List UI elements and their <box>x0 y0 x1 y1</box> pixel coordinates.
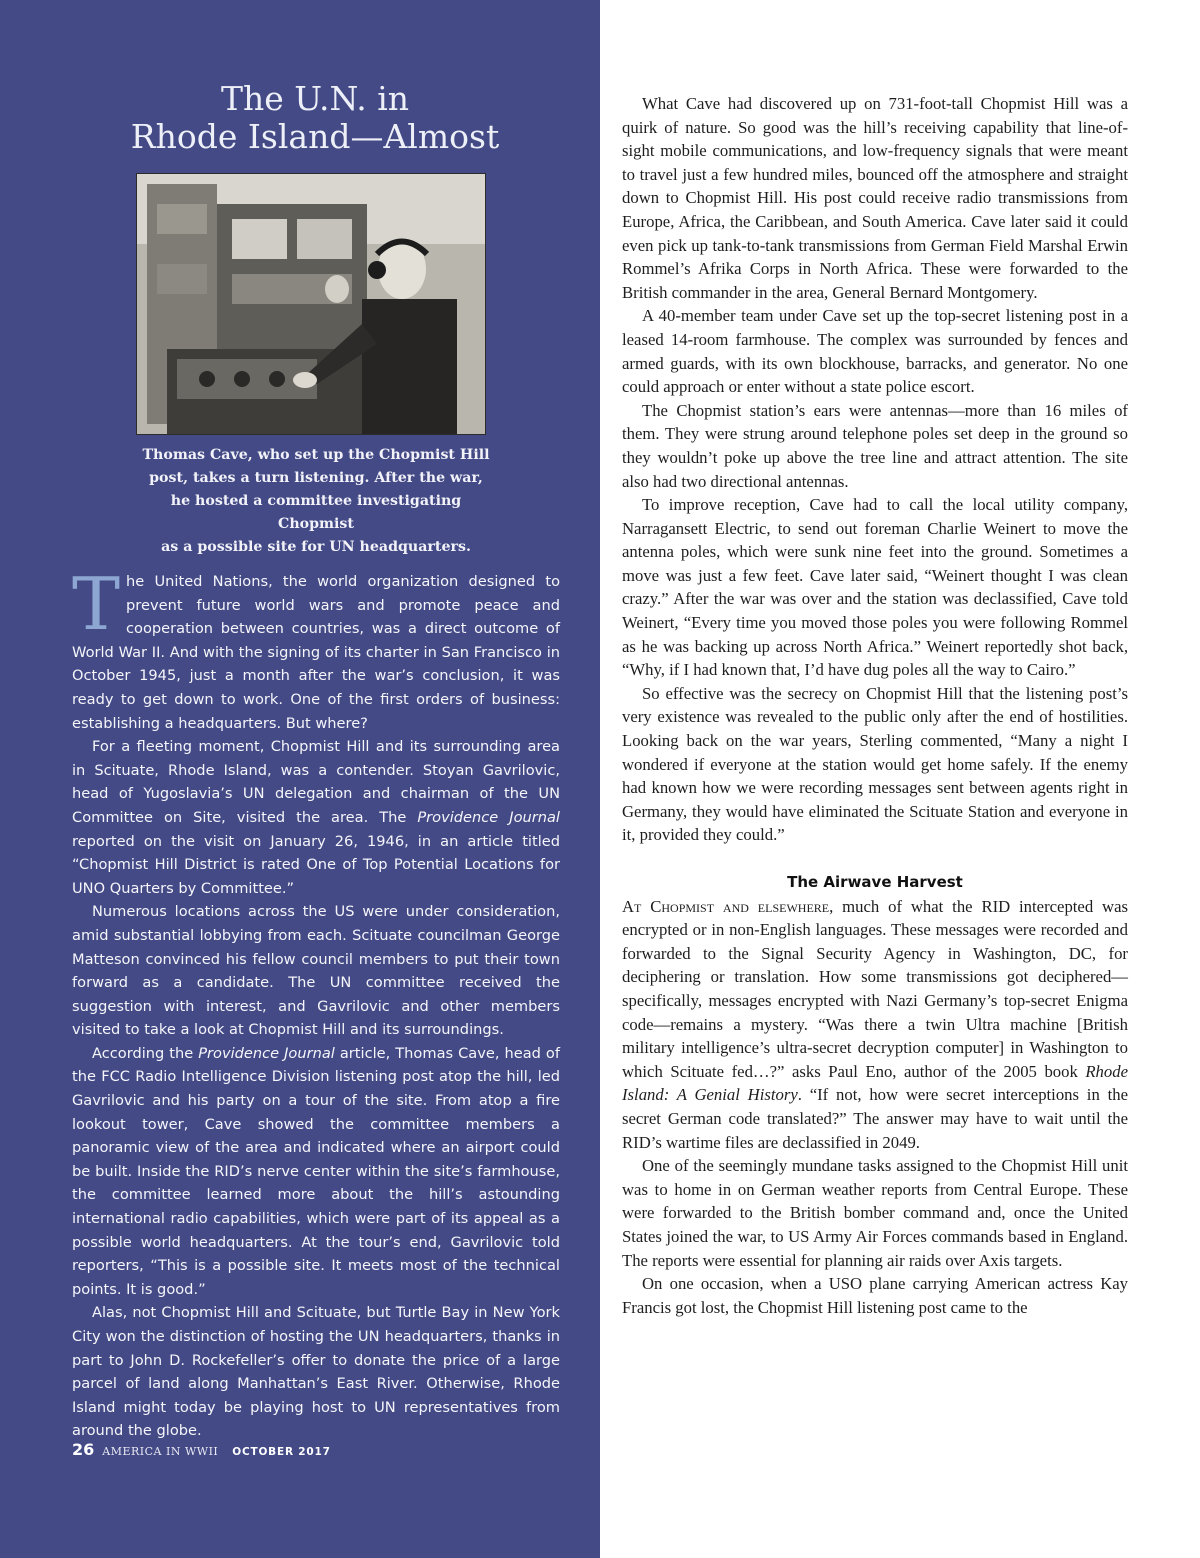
caption-line-2: post, takes a turn listening. After the war, <box>149 470 483 486</box>
main-paragraph-6-a: much of what the RID intercepted was encrypted or in non-English languages. These messages were recorded and forwarded to the Signal Security Agency in Washington, DC, for deciphering or translation. How some transmissions got deciphered—specifically, messages encrypted with Nazi Germany’s top-secret Enigma code—remains a mystery. “Was there a twin Ultra machine [British military intelligence’s ultra-secret decryption computer] in Washington to which Scituate fed…?” asks Paul Eno, author of the 2005 book <box>622 896 1128 1081</box>
section-subhead: The Airwave Harvest <box>787 873 963 891</box>
main-paragraph-5: So effective was the secrecy on Chopmist Hill that the listening post’s very existence was revealed to the public only after the end of hostilities. Looking back on the war years, Sterling commented, “Many a night I wondered if everyone at the station would get home safely. If the enemy had known how we were recording messages sent between agents right in Germany, they would have eliminated the Scituate Station and everyone in it, provided they could.” <box>622 683 1128 845</box>
sidebar-article <box>72 562 560 1443</box>
caption-line-4: as a possible site for UN headquarters. <box>161 539 471 555</box>
publication-name: Providence Journal <box>198 1044 335 1062</box>
main-paragraph-8: On one occasion, when a USO plane carrying American actress Kay Francis got lost, the Chopmist Hill listening post came to the <box>622 1274 1128 1317</box>
caption-line-1: Thomas Cave, who set up the Chopmist Hill <box>142 447 490 463</box>
publication-name: Providence Journal <box>417 808 560 826</box>
book-title: Rhode Island: A Genial History <box>622 1061 1128 1105</box>
photo-caption <box>140 444 492 559</box>
sidebar-paragraph-4-a: According the <box>92 1044 199 1062</box>
page-number: 26 <box>72 1440 95 1459</box>
sidebar-paragraph-4-b: article, Thomas Cave, head of the FCC Radio Intelligence Division listening post atop the hill, led Gavrilovic and his party on a tour of the site. From atop a fire lookout tower, Cave showed the committee members a panoramic view of the area and indicated where an airport could be built. Inside the RID’s nerve center within the site’s farmhouse, the committee learned more about the hill’s astounding international radio capabilities, which were part of its appeal as a possible world headquarters. At the tour’s end, Gavrilovic told reporters, “This is a possible site. It meets most of the technical points. It is good.” <box>72 1044 560 1298</box>
sidebar-paragraph-3: Numerous locations across the US were under consideration, amid substantial lobbying from each. Scituate councilman George Matteson convinced his fellow council members to put their town forward as a candidate. The UN committee received the suggestion with interest, and Gavrilovic and other members visited to take a look at Chopmist Hill and its surroundings. <box>72 903 560 1039</box>
main-article <box>622 92 1128 1319</box>
sidebar-paragraph-1-text: he United Nations, the world organization designed to prevent future world wars and promote peace and cooperation between countries, was a direct outcome of World War II. And with the signing of its charter in San Francisco in October 1945, just a month after the war’s conclusion, it was ready to get down to work. One of the first orders of business: establishing a headquarters. But where? <box>72 573 560 732</box>
sidebar-paragraph-4 <box>72 1042 560 1302</box>
main-paragraph-6 <box>622 895 1128 1155</box>
drop-cap: T <box>72 562 121 646</box>
caption-line-3: he hosted a committee investigating Chopmist <box>170 493 462 532</box>
main-paragraph-6-b: . “If not, how were secret interceptions in the secret German code translated?” The answer may have to wait until the RID’s wartime files are declassified in 2049. <box>622 1085 1128 1152</box>
sidebar-paragraph-2 <box>72 735 560 900</box>
main-paragraph-1: What Cave had discovered up on 731-foot-tall Chopmist Hill was a quirk of nature. So good was the hill’s receiving capability that line-of-sight mobile communications, and low-frequency signals that were meant to travel just a few hundred miles, bounced off the atmosphere and straight down to Chopmist Hill. His post could receive radio transmissions from Europe, Africa, the Caribbean, and South America. Cave later said it could even pick up tank-to-tank transmissions from German Field Marshal Erwin Rommel’s Afrika Corps in North Africa. These were forwarded to the British commander in the area, General Bernard Montgomery. <box>622 94 1128 302</box>
title-line-1: The U.N. in <box>220 79 410 118</box>
magazine-name: AMERICA IN WWII <box>102 1445 219 1458</box>
photo-thomas-cave <box>136 173 486 435</box>
title-line-2: Rhode Island—Almost <box>130 117 500 156</box>
issue-date: OCTOBER 2017 <box>232 1446 331 1458</box>
sidebar-paragraph-2-a: For a fleeting moment, Chopmist Hill and its surrounding area in Scituate, Rhode Island, was a contender. Stoyan Gavrilovic, head of Yugoslavia’s UN delegation and chairman of the UN Committee on Site, visited the area. The <box>72 738 560 826</box>
sidebar-paragraph-1 <box>72 562 560 735</box>
sidebar-title <box>60 80 570 156</box>
photo-illustration <box>137 174 486 435</box>
lead-in-small-caps: At Chopmist and elsewhere, <box>622 896 834 916</box>
sidebar-paragraph-5: Alas, not Chopmist Hill and Scituate, but Turtle Bay in New York City won the distinction of hosting the UN headquarters, thanks in part to John D. Rockefeller’s offer to donate the price of a large parcel of land along Manhattan’s East River. Otherwise, Rhode Island might today be playing host to UN representatives from around the globe. <box>72 1304 560 1440</box>
main-paragraph-4: To improve reception, Cave had to call the local utility company, Narragansett Electric, to send out foreman Charlie Weinert to move the antenna poles, which were sunk nine feet into the ground. Sometimes a move was just a few feet. Cave later said, “Weinert thought I was clean crazy.” After the war was over and the station was declassified, Cave told Weinert, “Every time you moved those poles you were following Rommel as he was backing up across North Africa.” Weinert reportedly shot back, “Why, if I had known that, I’d have dug poles all the way to Cairo.” <box>622 495 1128 680</box>
main-paragraph-2: A 40-member team under Cave set up the top-secret listening post in a leased 14-room farmhouse. The complex was surrounded by fences and armed guards, with its own blockhouse, barracks, and generator. No one could approach or enter without a state police escort. <box>622 306 1128 397</box>
main-paragraph-7: One of the seemingly mundane tasks assigned to the Chopmist Hill unit was to home in on German weather reports from Central Europe. These were forwarded to the British bomber command and, once the United States joined the war, to US Army Air Forces commands based in England. The reports were essential for planning air raids over Axis targets. <box>622 1156 1128 1270</box>
page-footer <box>72 1440 331 1464</box>
sidebar-paragraph-2-b: reported on the visit on January 26, 1946, in an article titled “Chopmist Hill District is rated One of Top Potential Locations for UNO Quarters by Committee.” <box>72 832 560 897</box>
main-paragraph-3: The Chopmist station’s ears were antennas—more than 16 miles of them. They were strung around telephone poles set deep in the ground so they wouldn’t poke up above the tree line and attract attention. The site also had two directional antennas. <box>622 400 1128 491</box>
